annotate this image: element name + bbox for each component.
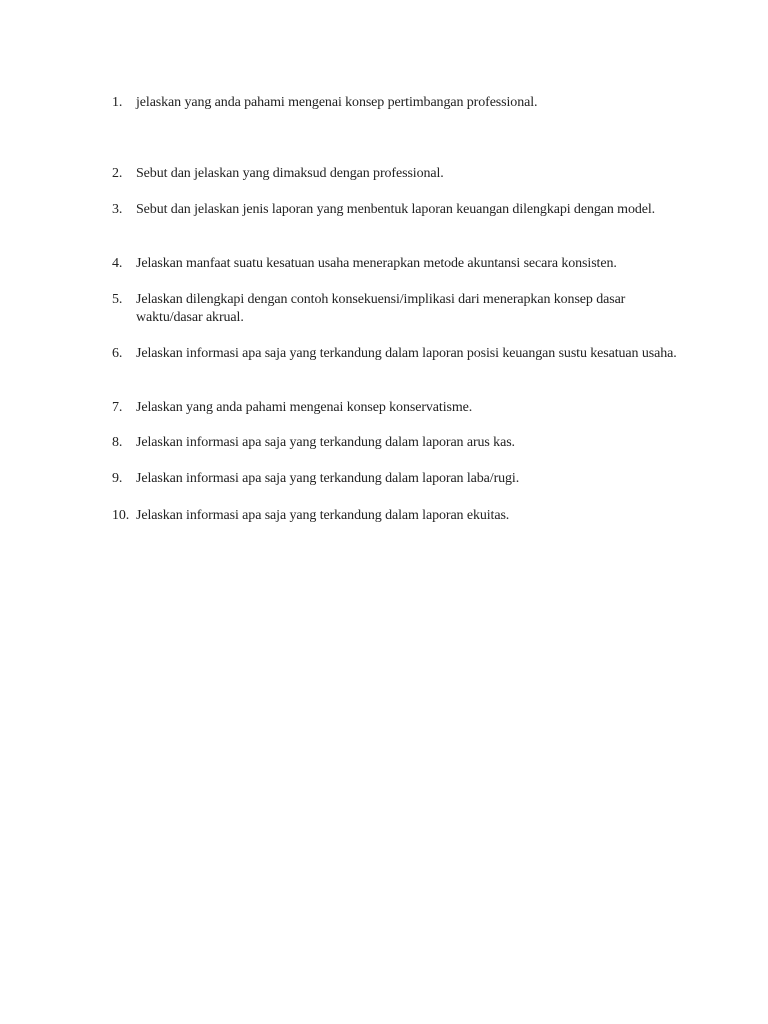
- question-number: 10.: [112, 508, 130, 523]
- question-text: jelaskan yang anda pahami mengenai konsep pertimbangan professional.: [136, 95, 538, 110]
- question-text: Sebut dan jelaskan jenis laporan yang menbentuk laporan keuangan dilengkapi dengan model.: [136, 202, 656, 217]
- question-number: 4.: [112, 256, 123, 271]
- question-number: 7.: [112, 400, 123, 415]
- question-text: Jelaskan yang anda pahami mengenai konsep konservatisme.: [136, 400, 473, 415]
- question-item-6: [112, 345, 682, 363]
- question-item-3: [112, 201, 682, 219]
- question-item-8: [112, 434, 682, 452]
- question-item-4: [112, 255, 682, 273]
- question-number: 5.: [112, 292, 123, 307]
- question-item-5: [112, 291, 682, 327]
- question-number: 2.: [112, 166, 123, 181]
- question-item-1: [112, 94, 682, 112]
- question-text: Jelaskan informasi apa saja yang terkandung dalam laporan posisi keuangan sustu kesatuan usaha.: [136, 346, 677, 361]
- question-number: 8.: [112, 435, 123, 450]
- question-number: 6.: [112, 346, 123, 361]
- question-number: 9.: [112, 471, 123, 486]
- question-text: Jelaskan informasi apa saja yang terkandung dalam laporan ekuitas.: [136, 508, 510, 523]
- question-text: Sebut dan jelaskan yang dimaksud dengan professional.: [136, 166, 444, 181]
- question-number: 3.: [112, 202, 123, 217]
- question-text: Jelaskan informasi apa saja yang terkandung dalam laporan laba/rugi.: [136, 471, 520, 486]
- question-text: Jelaskan informasi apa saja yang terkandung dalam laporan arus kas.: [136, 435, 515, 450]
- question-text: Jelaskan dilengkapi dengan contoh konsekuensi/implikasi dari menerapkan konsep dasar waktu/dasar akrual.: [136, 292, 626, 325]
- question-item-2: [112, 165, 682, 183]
- question-item-10: [112, 507, 682, 525]
- question-text: Jelaskan manfaat suatu kesatuan usaha menerapkan metode akuntansi secara konsisten.: [136, 256, 617, 271]
- question-item-9: [112, 470, 682, 488]
- question-number: 1.: [112, 95, 123, 110]
- question-item-7: [112, 399, 682, 417]
